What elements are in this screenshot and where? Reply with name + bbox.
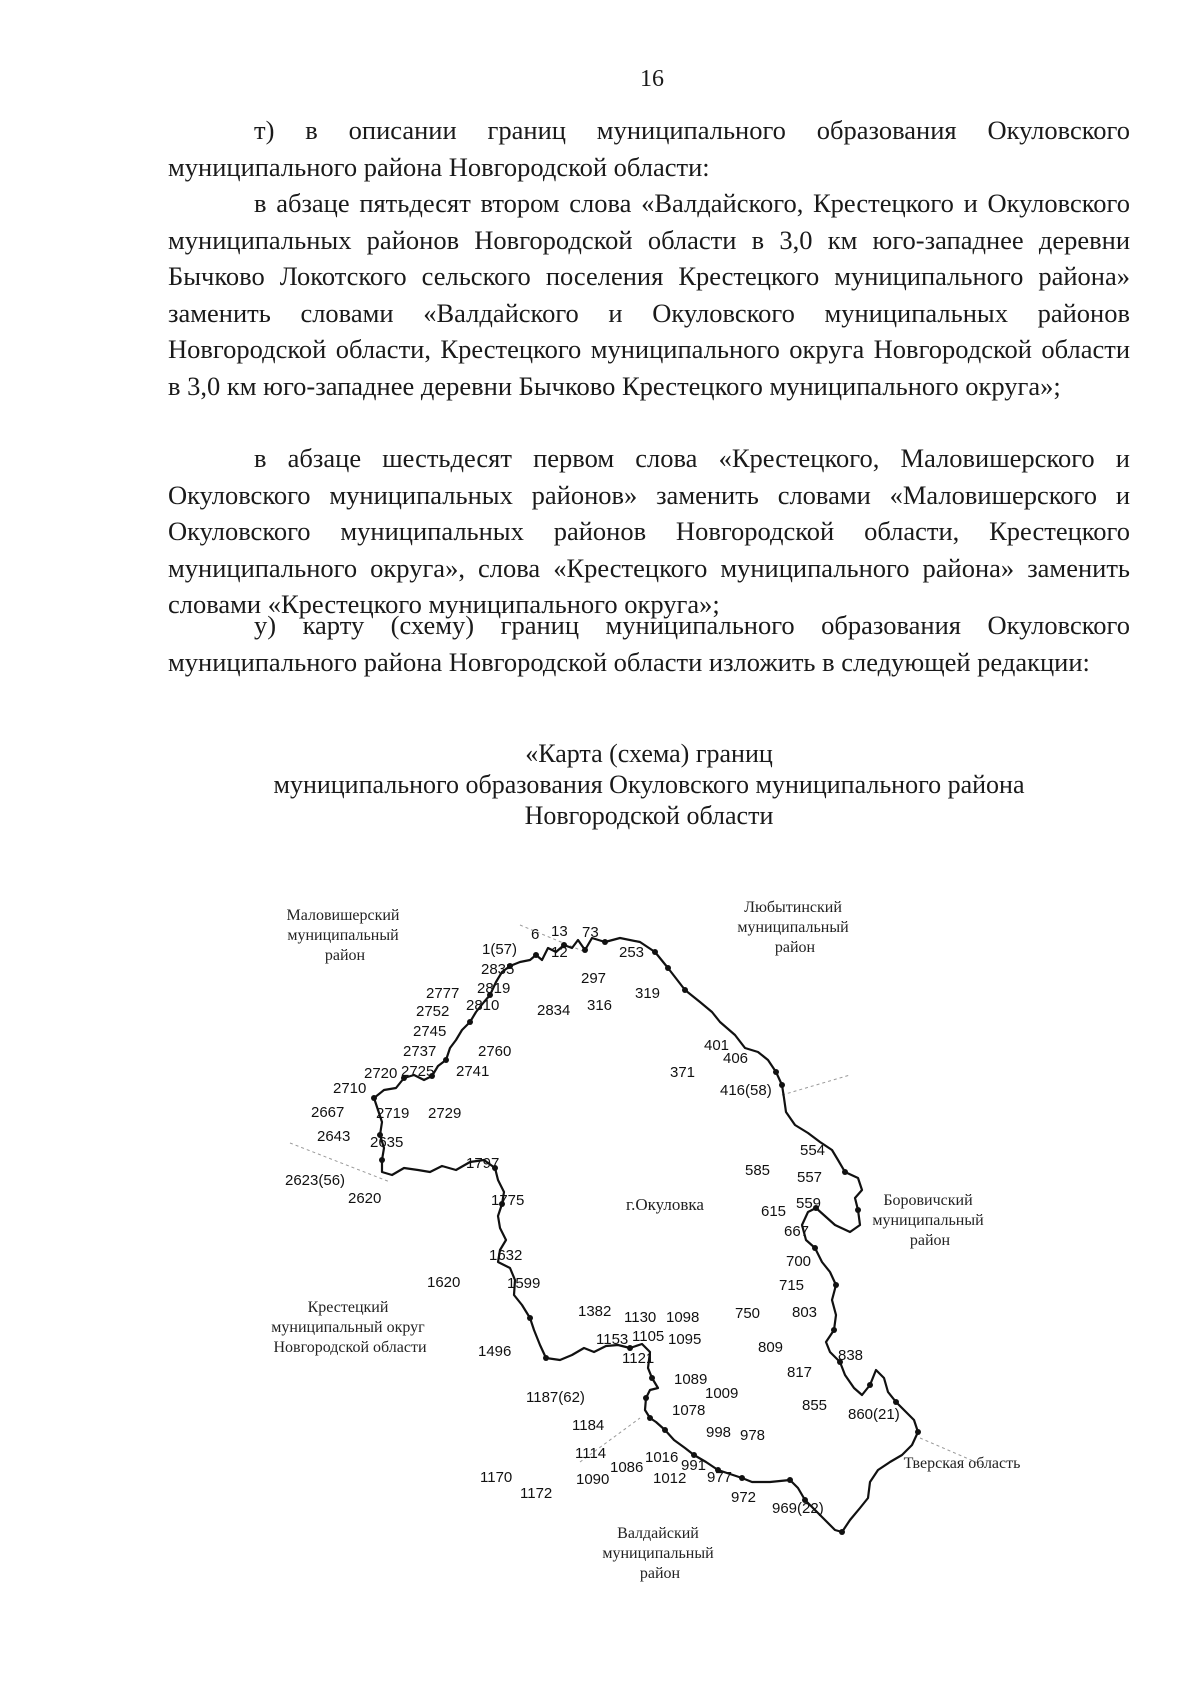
boundary-point [379,1157,385,1163]
point-label: 557 [797,1169,823,1186]
point-label: 991 [681,1457,707,1474]
point-label: 860(21) [848,1406,900,1423]
boundary-point [443,1057,449,1063]
point-label: 1098 [666,1309,700,1326]
point-label: 316 [587,997,613,1014]
boundary-point [682,987,688,993]
point-label: 297 [581,970,607,987]
point-label: 1016 [645,1449,679,1466]
point-label: 1121 [622,1350,655,1367]
point-label: 972 [731,1489,757,1506]
point-label: 1187(62) [526,1389,585,1406]
point-label: 838 [838,1347,864,1364]
point-label: 6 [531,926,540,943]
region-label-tver: Тверская область [903,1455,1021,1472]
point-label: 2819 [477,980,511,997]
boundary-point [643,1395,649,1401]
point-label: 2720 [364,1065,398,1082]
point-label: 1170 [480,1469,513,1486]
point-label: 978 [740,1427,766,1444]
point-label: 2643 [317,1128,351,1145]
point-label: 809 [758,1339,784,1356]
map-title-line: «Карта (схема) границ [525,739,773,768]
point-label: 1078 [672,1402,706,1419]
point-label: 1184 [572,1417,605,1434]
point-label: 319 [635,985,661,1002]
point-label: 2719 [376,1105,410,1122]
boundary-point [652,949,658,955]
point-label: 253 [619,944,645,961]
boundary-point [833,1282,839,1288]
point-label: 667 [784,1223,810,1240]
leader-line [782,1075,850,1095]
point-label: 1620 [427,1274,461,1291]
boundary-points [371,939,921,1535]
boundary-point [527,1315,533,1321]
point-label: 2777 [426,985,460,1002]
city-label: г.Окуловка [626,1195,704,1214]
boundary-point [855,1207,861,1213]
point-label: 977 [707,1469,733,1486]
point-label: 13 [551,923,568,940]
boundary-point [467,1019,473,1025]
point-label: 1114 [575,1445,607,1462]
point-label: 2729 [428,1105,462,1122]
point-label: 2741 [456,1063,490,1080]
point-label: 1130 [624,1309,657,1326]
point-label: 855 [802,1397,828,1414]
point-label: 2710 [333,1080,367,1097]
paragraph-61: в абзаце шестьдесят первом слова «Крестецкого, Маловишерского и Окуловского муниципальных районов» заменить словами «Маловишерского и Окуловского муниципальных районов Новгородской области, Крестецкого муниципального округа», слова «Крестецкого муниципального района» заменить словами «Крестецкого муниципального округа»; [168,443,1130,619]
point-label: 416(58) [720,1082,772,1099]
point-label: 1090 [576,1471,610,1488]
region-label-borovichi: Боровичский муниципальный район [872,1192,984,1249]
point-label: 1775 [491,1192,525,1209]
boundary-point [602,939,608,945]
region-label-lyubytino: Любытинский муниципальный район [737,899,849,956]
point-label: 2745 [413,1023,447,1040]
boundary-point [842,1169,848,1175]
point-label: 1382 [578,1303,612,1320]
point-label: 2725 [401,1063,435,1080]
point-label: 1089 [674,1371,708,1388]
point-label: 1153 [596,1331,629,1348]
boundary-point [662,1427,668,1433]
point-label: 1632 [489,1247,523,1264]
point-label: 73 [582,924,599,941]
boundary-point [831,1327,837,1333]
point-label: 750 [735,1305,761,1322]
boundary-point [839,1529,845,1535]
paragraph-52: в абзаце пятьдесят втором слова «Валдайского, Крестецкого и Окуловского муниципальных районов Новгородской области в 3,0 км юго-западнее деревни Бычково Локотского сельского поселения Крестецкого муниципального района» заменить словами «Валдайского и Окуловского муниципальных районов Новгородской области, Крестецкого муниципального округа Новгородской области в 3,0 км юго-западнее деревни Бычково Крестецкого муниципального округа»; [168,188,1130,401]
point-label: 615 [761,1203,787,1220]
boundary-point [665,965,671,971]
point-label: 1012 [653,1470,687,1487]
point-label: 803 [792,1304,818,1321]
point-label: 2835 [481,961,515,978]
point-label: 2635 [370,1134,404,1151]
region-label-valdai: Валдайский муниципальный район [602,1525,714,1582]
point-label: 1009 [705,1385,739,1402]
page-number: 16 [640,66,664,92]
point-label: 1095 [668,1331,702,1348]
boundary-point [533,952,539,958]
point-label: 1105 [632,1328,665,1345]
point-label: 700 [786,1253,812,1270]
paragraph-u: у) карту (схему) границ муниципального образования Окуловского муниципального района Новгородской области изложить в следующей редакции: [168,610,1130,677]
boundary-point [371,1095,377,1101]
region-label-malovishera: Маловишерский муниципальный район [286,907,400,964]
point-label: 1172 [520,1485,553,1502]
point-label: 554 [800,1142,826,1159]
boundary-point [649,1375,655,1381]
paragraph-t: т) в описании границ муниципального образования Окуловского муниципального района Новгородской области: [168,115,1130,182]
point-label: 401 [704,1037,730,1054]
point-label: 969(22) [772,1500,824,1517]
boundary-point [543,1355,549,1361]
point-label: 1496 [478,1343,512,1360]
point-label: 817 [787,1364,813,1381]
map-title-line: Новгородской области [524,801,774,830]
point-label: 2810 [466,997,500,1014]
point-label: 406 [723,1050,749,1067]
point-label: 371 [670,1064,696,1081]
point-label: 2667 [311,1104,345,1121]
boundary-point [739,1475,745,1481]
point-label: 12 [551,944,568,961]
point-label: 2623(56) [285,1172,346,1189]
point-label: 559 [796,1195,822,1212]
region-label-krestsy: Крестецкий муниципальный округ Новгородской области [271,1299,427,1356]
point-label: 2737 [403,1043,437,1060]
municipal-boundary-line [374,938,918,1532]
point-label: 1599 [507,1275,541,1292]
map-title-line: муниципального образования Окуловского муниципального района [273,770,1025,799]
point-label: 2620 [348,1190,382,1207]
point-label: 585 [745,1162,771,1179]
boundary-point [582,947,588,953]
point-label: 1797 [466,1155,500,1172]
boundary-point [773,1069,779,1075]
point-labels [285,923,900,1517]
boundary-point [915,1429,921,1435]
boundary-point [812,1245,818,1251]
point-label: 2752 [416,1003,450,1020]
point-label: 2760 [478,1043,512,1060]
point-label: 1(57) [482,941,518,958]
point-label: 1086 [610,1459,644,1476]
boundary-point [779,1082,785,1088]
boundary-point [647,1415,653,1421]
boundary-point [787,1477,793,1483]
point-label: 998 [706,1424,732,1441]
boundary-point [893,1399,899,1405]
point-label: 715 [779,1277,805,1294]
boundary-point [867,1382,873,1388]
point-label: 2834 [537,1002,571,1019]
